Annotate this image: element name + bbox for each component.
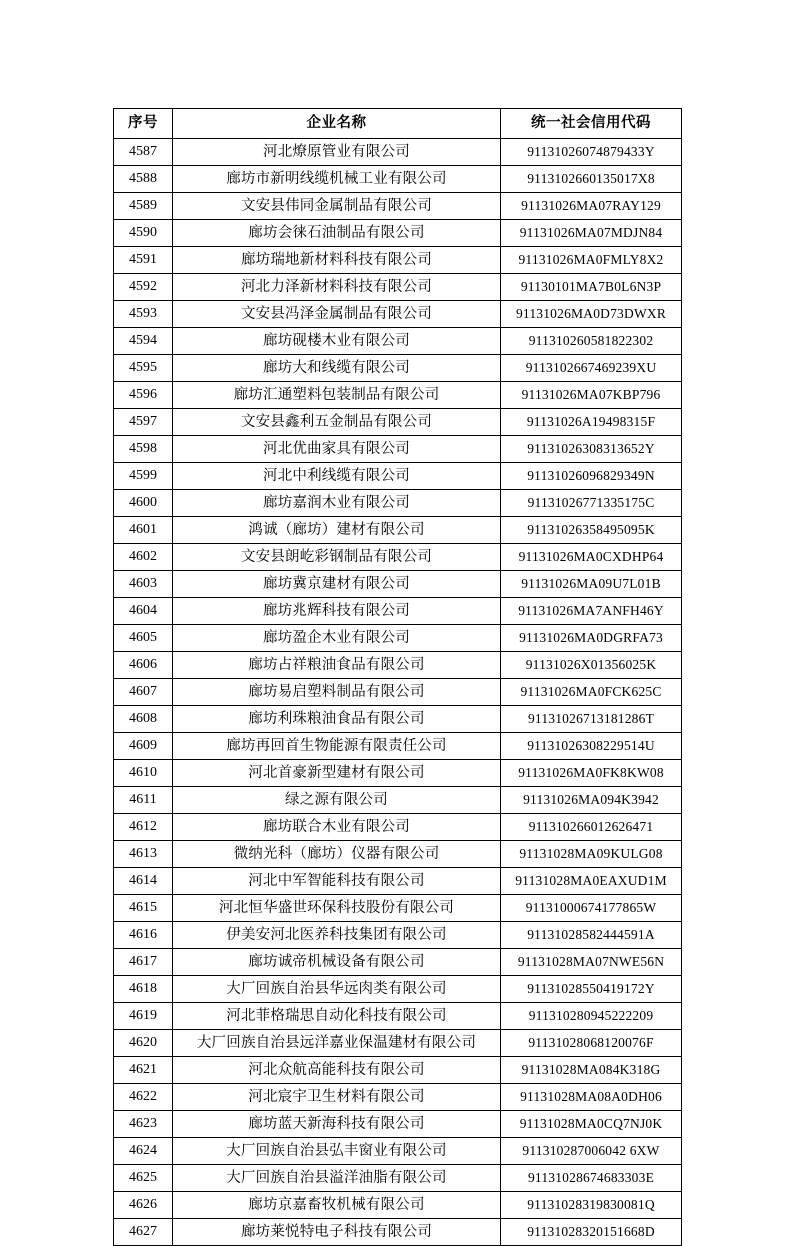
cell-enterprise-name: 廊坊汇通塑料包装制品有限公司 [173, 382, 501, 409]
cell-credit-code: 91131026MA094K3942 [501, 787, 682, 814]
table-row [114, 1165, 682, 1192]
cell-index: 4611 [114, 787, 173, 814]
cell-index: 4613 [114, 841, 173, 868]
table-row [114, 436, 682, 463]
cell-enterprise-name: 伊美安河北医养科技集团有限公司 [173, 922, 501, 949]
cell-enterprise-name: 文安县鑫利五金制品有限公司 [173, 409, 501, 436]
table-row [114, 922, 682, 949]
cell-index: 4605 [114, 625, 173, 652]
cell-enterprise-name: 微纳光科（廊坊）仪器有限公司 [173, 841, 501, 868]
cell-credit-code: 91131026MA0FK8KW08 [501, 760, 682, 787]
table-row [114, 517, 682, 544]
table-row [114, 733, 682, 760]
cell-enterprise-name: 鸿诚（廊坊）建材有限公司 [173, 517, 501, 544]
cell-enterprise-name: 廊坊瑞地新材料科技有限公司 [173, 247, 501, 274]
cell-credit-code: 91131026MA07KBP796 [501, 382, 682, 409]
table-row [114, 679, 682, 706]
cell-enterprise-name: 河北恒华盛世环保科技股份有限公司 [173, 895, 501, 922]
cell-credit-code: 91131028MA084K318G [501, 1057, 682, 1084]
cell-enterprise-name: 廊坊冀京建材有限公司 [173, 571, 501, 598]
table-row [114, 895, 682, 922]
cell-enterprise-name: 河北首豪新型建材有限公司 [173, 760, 501, 787]
cell-index: 4589 [114, 193, 173, 220]
table-row [114, 274, 682, 301]
cell-enterprise-name: 大厂回族自治县弘丰窗业有限公司 [173, 1138, 501, 1165]
cell-enterprise-name: 廊坊再回首生物能源有限责任公司 [173, 733, 501, 760]
table-row [114, 814, 682, 841]
cell-enterprise-name: 文安县伟同金属制品有限公司 [173, 193, 501, 220]
cell-enterprise-name: 廊坊嘉润木业有限公司 [173, 490, 501, 517]
cell-index: 4595 [114, 355, 173, 382]
table-row [114, 598, 682, 625]
table-row [114, 841, 682, 868]
column-header-enterprise-name: 企业名称 [173, 109, 501, 139]
cell-credit-code: 91131028MA0EAXUD1M [501, 868, 682, 895]
table-row [114, 1057, 682, 1084]
cell-enterprise-name: 河北力泽新材料科技有限公司 [173, 274, 501, 301]
cell-enterprise-name: 河北众航高能科技有限公司 [173, 1057, 501, 1084]
table-header [114, 109, 682, 139]
cell-credit-code: 91131026074879433Y [501, 139, 682, 166]
cell-index: 4598 [114, 436, 173, 463]
table-row [114, 463, 682, 490]
cell-index: 4593 [114, 301, 173, 328]
cell-credit-code: 91131028319830081Q [501, 1192, 682, 1219]
cell-index: 4624 [114, 1138, 173, 1165]
cell-enterprise-name: 廊坊联合木业有限公司 [173, 814, 501, 841]
cell-credit-code: 9113102667469239XU [501, 355, 682, 382]
enterprise-table [113, 108, 682, 1246]
table-row [114, 328, 682, 355]
cell-index: 4621 [114, 1057, 173, 1084]
column-header-index: 序号 [114, 109, 173, 139]
cell-index: 4607 [114, 679, 173, 706]
cell-credit-code: 91131026MA09U7L01B [501, 571, 682, 598]
cell-credit-code: 91131026X01356025K [501, 652, 682, 679]
cell-index: 4622 [114, 1084, 173, 1111]
cell-index: 4592 [114, 274, 173, 301]
table-row [114, 1192, 682, 1219]
cell-credit-code: 91131000674177865W [501, 895, 682, 922]
cell-credit-code: 91131028MA09KULG08 [501, 841, 682, 868]
cell-index: 4587 [114, 139, 173, 166]
cell-credit-code: 911310280945222209 [501, 1003, 682, 1030]
table-row [114, 976, 682, 1003]
cell-enterprise-name: 廊坊会徕石油制品有限公司 [173, 220, 501, 247]
table-row [114, 1219, 682, 1246]
cell-enterprise-name: 大厂回族自治县溢洋油脂有限公司 [173, 1165, 501, 1192]
cell-credit-code: 91131028582444591A [501, 922, 682, 949]
cell-credit-code: 91131026358495095K [501, 517, 682, 544]
table-row [114, 1030, 682, 1057]
cell-index: 4596 [114, 382, 173, 409]
cell-credit-code: 911310287006042 6XW [501, 1138, 682, 1165]
cell-credit-code: 911310266012626471 [501, 814, 682, 841]
cell-enterprise-name: 廊坊易启塑料制品有限公司 [173, 679, 501, 706]
cell-index: 4620 [114, 1030, 173, 1057]
column-header-credit-code: 统一社会信用代码 [501, 109, 682, 139]
table-row [114, 544, 682, 571]
table-row [114, 301, 682, 328]
cell-credit-code: 91131028MA0CQ7NJ0K [501, 1111, 682, 1138]
cell-enterprise-name: 廊坊大和线缆有限公司 [173, 355, 501, 382]
cell-index: 4603 [114, 571, 173, 598]
cell-credit-code: 91131026MA07RAY129 [501, 193, 682, 220]
cell-index: 4627 [114, 1219, 173, 1246]
cell-enterprise-name: 大厂回族自治县远洋嘉业保温建材有限公司 [173, 1030, 501, 1057]
cell-index: 4590 [114, 220, 173, 247]
table-row [114, 787, 682, 814]
cell-credit-code: 91131028068120076F [501, 1030, 682, 1057]
cell-index: 4599 [114, 463, 173, 490]
table-row [114, 193, 682, 220]
cell-credit-code: 91131026771335175C [501, 490, 682, 517]
cell-index: 4614 [114, 868, 173, 895]
cell-index: 4588 [114, 166, 173, 193]
cell-credit-code: 9113102660135017X8 [501, 166, 682, 193]
table-row [114, 760, 682, 787]
cell-credit-code: 91131026308229514U [501, 733, 682, 760]
cell-credit-code: 91131026MA0FMLY8X2 [501, 247, 682, 274]
cell-enterprise-name: 廊坊京嘉畜牧机械有限公司 [173, 1192, 501, 1219]
cell-index: 4604 [114, 598, 173, 625]
table-row [114, 1138, 682, 1165]
cell-index: 4608 [114, 706, 173, 733]
table-row [114, 139, 682, 166]
cell-enterprise-name: 河北优曲家具有限公司 [173, 436, 501, 463]
cell-enterprise-name: 廊坊市新明线缆机械工业有限公司 [173, 166, 501, 193]
cell-index: 4619 [114, 1003, 173, 1030]
cell-index: 4591 [114, 247, 173, 274]
cell-index: 4617 [114, 949, 173, 976]
cell-index: 4618 [114, 976, 173, 1003]
cell-index: 4594 [114, 328, 173, 355]
cell-index: 4602 [114, 544, 173, 571]
cell-credit-code: 91131028674683303E [501, 1165, 682, 1192]
cell-index: 4600 [114, 490, 173, 517]
table-body [114, 139, 682, 1246]
table-row [114, 409, 682, 436]
cell-enterprise-name: 廊坊莱悦特电子科技有限公司 [173, 1219, 501, 1246]
enterprise-table-container [113, 108, 681, 1246]
cell-index: 4606 [114, 652, 173, 679]
cell-enterprise-name: 绿之源有限公司 [173, 787, 501, 814]
cell-credit-code: 91131026MA0FCK625C [501, 679, 682, 706]
cell-credit-code: 91131026A19498315F [501, 409, 682, 436]
cell-index: 4623 [114, 1111, 173, 1138]
cell-credit-code: 91131026308313652Y [501, 436, 682, 463]
cell-index: 4612 [114, 814, 173, 841]
table-row [114, 652, 682, 679]
cell-credit-code: 91131028MA07NWE56N [501, 949, 682, 976]
table-row [114, 1111, 682, 1138]
cell-credit-code: 91131028320151668D [501, 1219, 682, 1246]
cell-index: 4616 [114, 922, 173, 949]
cell-enterprise-name: 河北菲格瑞思自动化科技有限公司 [173, 1003, 501, 1030]
cell-index: 4597 [114, 409, 173, 436]
table-row [114, 166, 682, 193]
table-row [114, 625, 682, 652]
table-row [114, 382, 682, 409]
cell-enterprise-name: 文安县冯泽金属制品有限公司 [173, 301, 501, 328]
cell-credit-code: 91131026MA0DGRFA73 [501, 625, 682, 652]
cell-enterprise-name: 廊坊兆辉科技有限公司 [173, 598, 501, 625]
cell-credit-code: 91131026MA0CXDHP64 [501, 544, 682, 571]
cell-enterprise-name: 河北宸宇卫生材料有限公司 [173, 1084, 501, 1111]
cell-index: 4610 [114, 760, 173, 787]
table-row [114, 247, 682, 274]
cell-enterprise-name: 廊坊蓝天新海科技有限公司 [173, 1111, 501, 1138]
table-row [114, 355, 682, 382]
table-row [114, 868, 682, 895]
cell-enterprise-name: 文安县朗屹彩钢制品有限公司 [173, 544, 501, 571]
cell-enterprise-name: 廊坊利珠粮油食品有限公司 [173, 706, 501, 733]
cell-enterprise-name: 廊坊占祥粮油食品有限公司 [173, 652, 501, 679]
cell-credit-code: 91131026MA7ANFH46Y [501, 598, 682, 625]
table-row [114, 1003, 682, 1030]
cell-credit-code: 91131026MA07MDJN84 [501, 220, 682, 247]
cell-credit-code: 91130101MA7B0L6N3P [501, 274, 682, 301]
cell-index: 4626 [114, 1192, 173, 1219]
cell-index: 4625 [114, 1165, 173, 1192]
cell-index: 4601 [114, 517, 173, 544]
cell-credit-code: 91131028550419172Y [501, 976, 682, 1003]
table-row [114, 571, 682, 598]
cell-index: 4609 [114, 733, 173, 760]
cell-index: 4615 [114, 895, 173, 922]
cell-credit-code: 91131026096829349N [501, 463, 682, 490]
cell-enterprise-name: 廊坊盈企木业有限公司 [173, 625, 501, 652]
table-row [114, 490, 682, 517]
table-row [114, 706, 682, 733]
table-header-row [114, 109, 682, 139]
cell-enterprise-name: 河北中军智能科技有限公司 [173, 868, 501, 895]
cell-credit-code: 91131028MA08A0DH06 [501, 1084, 682, 1111]
table-row [114, 1084, 682, 1111]
cell-credit-code: 911310260581822302 [501, 328, 682, 355]
cell-enterprise-name: 廊坊诚帝机械设备有限公司 [173, 949, 501, 976]
cell-credit-code: 91131026MA0D73DWXR [501, 301, 682, 328]
cell-credit-code: 91131026713181286T [501, 706, 682, 733]
cell-enterprise-name: 河北中利线缆有限公司 [173, 463, 501, 490]
table-row [114, 949, 682, 976]
cell-enterprise-name: 大厂回族自治县华远肉类有限公司 [173, 976, 501, 1003]
cell-enterprise-name: 廊坊砚楼木业有限公司 [173, 328, 501, 355]
table-row [114, 220, 682, 247]
cell-enterprise-name: 河北燎原管业有限公司 [173, 139, 501, 166]
